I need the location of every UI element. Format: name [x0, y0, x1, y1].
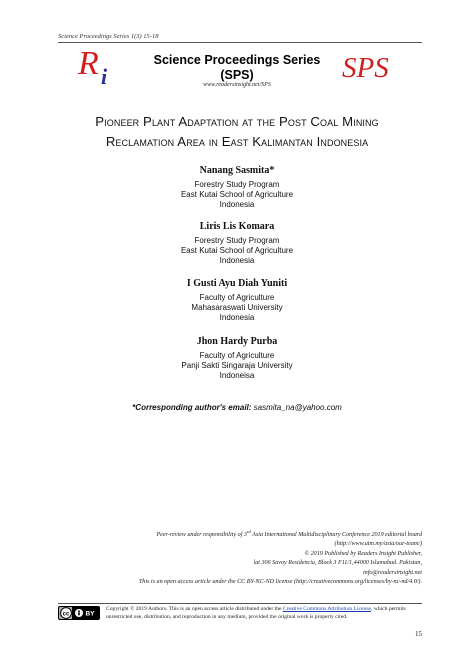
affiliation-line: Mahasaraswati University [191, 303, 283, 312]
footnote-text: Peer-review under responsibility of 3 [156, 532, 247, 539]
author-name: Nanang Sasmita* [199, 165, 275, 176]
ri-logo-icon [74, 44, 122, 86]
corresponding-label: *Corresponding author's email: [132, 403, 252, 412]
affiliation-line: Indonesia [219, 313, 255, 322]
affiliation-line: Forestry Study Program [194, 180, 280, 189]
logo-sps-text: SPS [342, 52, 389, 84]
cc-license-link[interactable]: Creative Commons Attribution License [282, 606, 371, 612]
affiliation-line: Faculty of Agriculture [199, 351, 275, 360]
footnote-line-2[interactable]: (http://www.utm.my/asia/our-team/) [334, 541, 422, 548]
affiliation-line: Indonesia [219, 256, 255, 265]
corresponding-email[interactable]: sasmita_na@yahoo.com [253, 403, 342, 412]
copyright-text: Copyright © 2019 Authors. This is an open access article distributed under the [106, 606, 283, 612]
footnote-superscript: rd [246, 529, 251, 534]
footnote-line-5[interactable]: info@readersinsight.net [362, 569, 422, 576]
corresponding-author [40, 403, 434, 412]
author-block-2 [60, 220, 414, 266]
copyright-notice [106, 605, 422, 621]
paper-title-line-2: Reclamation Area in East Kalimantan Indonesia [105, 134, 369, 149]
affiliation-line: Indoneisa [219, 371, 255, 380]
author-name: Liris Lis Komara [199, 221, 275, 232]
footer-rule [58, 603, 422, 604]
footnote-text: Asia International Multidisciplinary Conference 2019 editorial board [250, 532, 422, 539]
logo-ri-i: i [101, 64, 108, 86]
sps-logo-icon [340, 50, 414, 84]
affiliation-line: Indonesia [219, 200, 255, 209]
author-name: I Gusti Ayu Diah Yuniti [186, 278, 288, 289]
footnote [42, 527, 422, 587]
affiliation-line: East Kutai School of Agriculture [180, 190, 294, 199]
creative-commons-by-icon[interactable] [58, 606, 100, 620]
paper-title-line-1: Pioneer Plant Adaptation at the Post Coal Mining [95, 114, 379, 129]
affiliation-line: Panji Sakti Singaraja University [181, 361, 293, 370]
affiliation-line: Faculty of Agriculture [199, 293, 275, 302]
series-title: Science Proceedings Series [153, 53, 321, 67]
series-url[interactable]: www.readersinsight.net/SPS [203, 82, 271, 88]
cc-badge-cc: cc [62, 611, 70, 618]
author-block-4 [60, 335, 414, 381]
footnote-line-3: © 2019 Published by Readers Insight Publisher, [304, 550, 422, 557]
footnote-line-4: lat 306 Savoy Residencia, Block 3 F11/1,44000 Islamabad. Pakistan, [253, 560, 422, 567]
running-head: Science Proceedings Series 1(3) 15-18 [58, 33, 159, 40]
paper-title [40, 112, 434, 152]
header-rule [58, 42, 422, 43]
footnote-line-1 [42, 527, 422, 540]
series-abbr: (SPS) [220, 68, 254, 82]
affiliation-line: East Kutai School of Agriculture [180, 246, 294, 255]
logo-ri-r: R [78, 45, 99, 82]
cc-badge-by: BY [85, 610, 95, 618]
author-block-1 [60, 164, 414, 210]
copyright-text: , which permits unrestricted use, distribution, and reproduction in any medium, provided the original work is properly cited. [106, 606, 406, 620]
author-name: Jhon Hardy Purba [196, 336, 278, 347]
affiliation-line: Forestry Study Program [194, 236, 280, 245]
author-block-3 [60, 277, 414, 323]
footnote-line-6: This is an open access article under the CC BY-NC-ND license (http://creativecommons.org/licenses/by-nc-nd/4.0/). [138, 579, 422, 586]
page-number: 15 [415, 630, 422, 638]
